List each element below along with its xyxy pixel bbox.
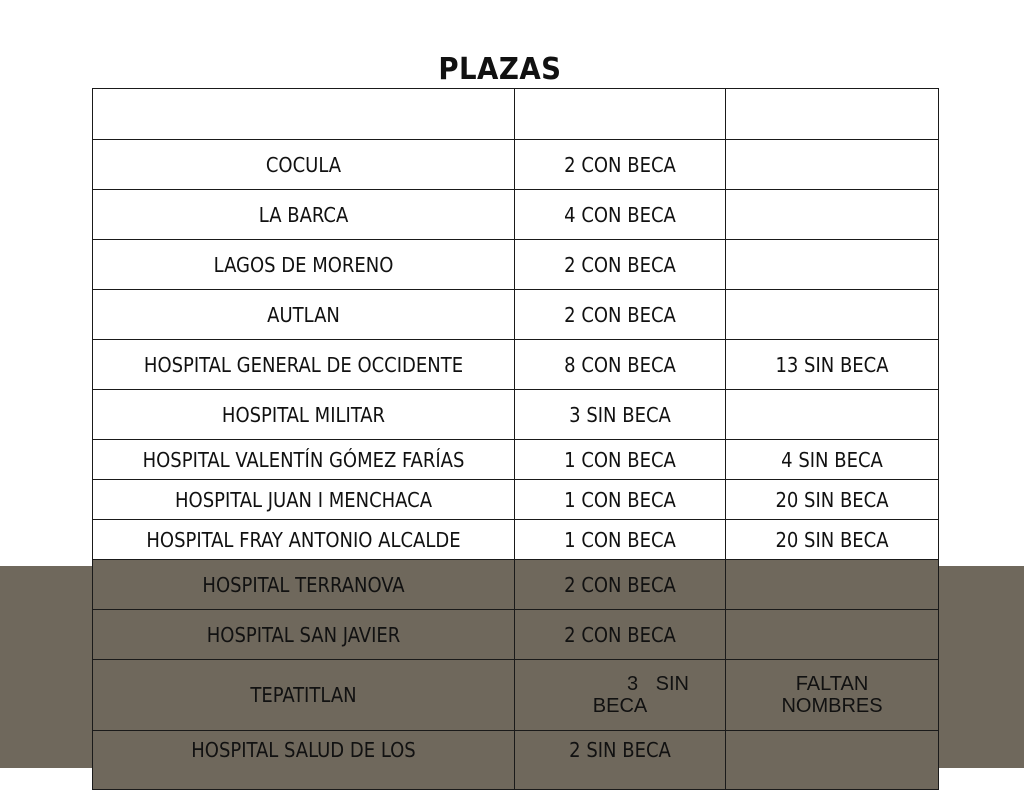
table-row: [93, 190, 939, 240]
place-cell: HOSPITAL FRAY ANTONIO ALCALDE: [93, 520, 515, 560]
table-row: [93, 290, 939, 340]
place-cell: AUTLAN: [93, 290, 515, 340]
table-row: [93, 240, 939, 290]
with-beca-cell: 2 CON BECA: [515, 610, 726, 660]
place-cell: COCULA: [93, 140, 515, 190]
with-beca-cell: 1 CON BECA: [515, 480, 726, 520]
with-beca-line: 3 SIN: [626, 673, 690, 695]
faltan-nombres-cell: [726, 660, 939, 731]
place-cell: HOSPITAL JUAN I MENCHACA: [93, 480, 515, 520]
table-row: [93, 440, 939, 480]
place-cell: HOSPITAL VALENTÍN GÓMEZ FARÍAS: [93, 440, 515, 480]
table-row: [93, 140, 939, 190]
header-cell-1: [93, 89, 515, 140]
table-row: [93, 480, 939, 520]
without-beca-cell: [726, 240, 939, 290]
table-row: [93, 390, 939, 440]
place-cell: HOSPITAL TERRANOVA: [93, 560, 515, 610]
with-beca-cell: 1 CON BECA: [515, 520, 726, 560]
without-beca-cell: 20 SIN BECA: [726, 520, 939, 560]
with-beca-cell: 2 CON BECA: [515, 290, 726, 340]
without-beca-cell: [726, 560, 939, 610]
with-beca-cell: 4 CON BECA: [515, 190, 726, 240]
with-beca-cell: 3 SIN BECA: [515, 390, 726, 440]
with-beca-cell: 2 CON BECA: [515, 560, 726, 610]
with-beca-line: BECA: [592, 695, 648, 717]
without-beca-cell: [726, 390, 939, 440]
place-cell: HOSPITAL SAN JAVIER: [93, 610, 515, 660]
table-row: [93, 660, 939, 731]
place-cell: TEPATITLAN: [93, 660, 515, 731]
without-beca-cell: 20 SIN BECA: [726, 480, 939, 520]
without-beca-cell: 13 SIN BECA: [726, 340, 939, 390]
without-beca-cell: [726, 610, 939, 660]
place-cell: LAGOS DE MORENO: [93, 240, 515, 290]
place-cell: HOSPITAL MILITAR: [93, 390, 515, 440]
without-beca-cell: [726, 290, 939, 340]
plazas-table: [92, 88, 939, 790]
header-cell-2: [515, 89, 726, 140]
table-row: [93, 610, 939, 660]
header-cell-3: [726, 89, 939, 140]
nombres-line: NOMBRES: [781, 695, 883, 717]
without-beca-cell: [726, 140, 939, 190]
place-cell: HOSPITAL GENERAL DE OCCIDENTE: [93, 340, 515, 390]
with-beca-cell: [515, 660, 726, 731]
table-row: [93, 731, 939, 790]
with-beca-cell: 2 CON BECA: [515, 240, 726, 290]
with-beca-cell: 2 CON BECA: [515, 140, 726, 190]
with-beca-cell: 8 CON BECA: [515, 340, 726, 390]
without-beca-cell: [726, 190, 939, 240]
without-beca-cell: [726, 731, 939, 790]
table-row: [93, 560, 939, 610]
slide-title: PLAZAS: [438, 52, 562, 87]
place-cell: LA BARCA: [93, 190, 515, 240]
without-beca-cell: 4 SIN BECA: [726, 440, 939, 480]
with-beca-cell: 2 SIN BECA: [515, 731, 726, 790]
table-header-row: [93, 89, 939, 140]
with-beca-cell: 1 CON BECA: [515, 440, 726, 480]
faltan-line: FALTAN: [795, 673, 869, 695]
place-cell: HOSPITAL SALUD DE LOS: [93, 731, 515, 790]
table-row: [93, 340, 939, 390]
table-row: [93, 520, 939, 560]
